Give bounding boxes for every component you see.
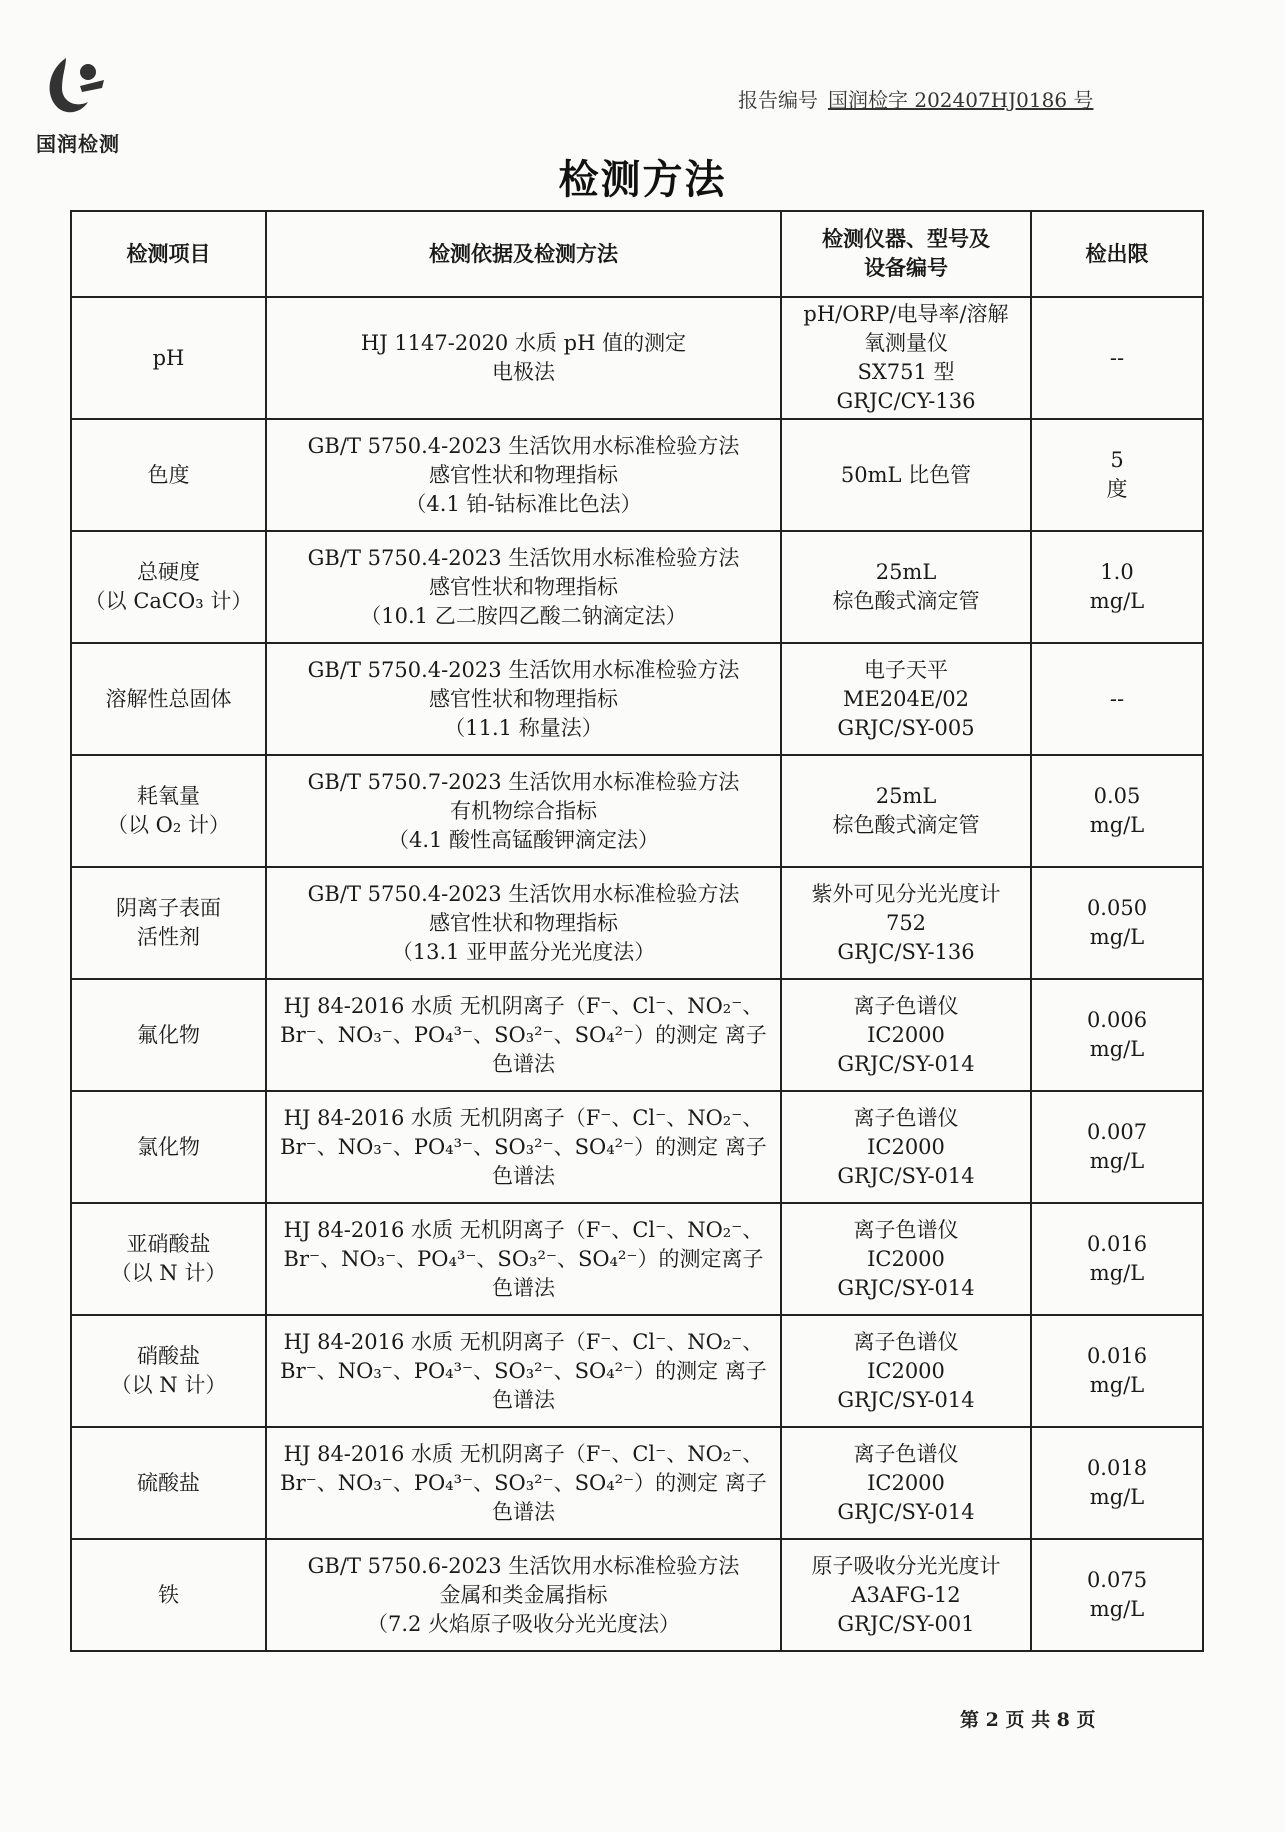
table-row: [71, 979, 1203, 1091]
table-row: [71, 867, 1203, 979]
methods-table: [70, 210, 1204, 1652]
table-row: [71, 419, 1203, 531]
cell-limit: --: [1031, 643, 1203, 755]
cell-method: HJ 84-2016 水质 无机阴离子（F⁻、Cl⁻、NO₂⁻、 Br⁻、NO₃⁻、PO₄³⁻、SO₃²⁻、SO₄²⁻）的测定 离子 色谱法: [266, 1427, 781, 1539]
cell-method: GB/T 5750.4-2023 生活饮用水标准检验方法 感官性状和物理指标 （4.1 铂-钴标准比色法）: [266, 419, 781, 531]
page-title: 检测方法: [558, 156, 727, 203]
cell-instrument: 25mL 棕色酸式滴定管: [781, 531, 1031, 643]
header-limit: 检出限: [1031, 211, 1203, 297]
cell-item: 阴离子表面 活性剂: [71, 867, 266, 979]
header-method: 检测依据及检测方法: [266, 211, 781, 297]
cell-limit: 0.050 mg/L: [1031, 867, 1203, 979]
cell-instrument: 原子吸收分光光度计 A3AFG-12 GRJC/SY-001: [781, 1539, 1031, 1651]
table-row: [71, 643, 1203, 755]
report-number: [738, 84, 1093, 113]
cell-limit: 0.016 mg/L: [1031, 1203, 1203, 1315]
cell-limit: 0.016 mg/L: [1031, 1315, 1203, 1427]
cell-method: GB/T 5750.4-2023 生活饮用水标准检验方法 感官性状和物理指标 （10.1 乙二胺四乙酸二钠滴定法）: [266, 531, 781, 643]
table-row: [71, 1203, 1203, 1315]
cell-item: 硝酸盐 （以 N 计）: [71, 1315, 266, 1427]
cell-item: 亚硝酸盐 （以 N 计）: [71, 1203, 266, 1315]
cell-limit: 0.05 mg/L: [1031, 755, 1203, 867]
cell-instrument: 25mL 棕色酸式滴定管: [781, 755, 1031, 867]
cell-limit: 0.007 mg/L: [1031, 1091, 1203, 1203]
table-header-row: [71, 211, 1203, 297]
cell-item: 色度: [71, 419, 266, 531]
table-row: [71, 1091, 1203, 1203]
cell-item: 氟化物: [71, 979, 266, 1091]
cell-instrument: 离子色谱仪 IC2000 GRJC/SY-014: [781, 1203, 1031, 1315]
cell-item: pH: [71, 297, 266, 419]
report-number-label: 报告编号: [738, 88, 818, 112]
cell-instrument: 电子天平 ME204E/02 GRJC/SY-005: [781, 643, 1031, 755]
table-row: [71, 1315, 1203, 1427]
cell-method: HJ 84-2016 水质 无机阴离子（F⁻、Cl⁻、NO₂⁻、 Br⁻、NO₃⁻、PO₄³⁻、SO₃²⁻、SO₄²⁻）的测定 离子 色谱法: [266, 979, 781, 1091]
cell-method: HJ 84-2016 水质 无机阴离子（F⁻、Cl⁻、NO₂⁻、 Br⁻、NO₃⁻、PO₄³⁻、SO₃²⁻、SO₄²⁻）的测定 离子 色谱法: [266, 1315, 781, 1427]
header-instrument: 检测仪器、型号及 设备编号: [781, 211, 1031, 297]
cell-method: GB/T 5750.4-2023 生活饮用水标准检验方法 感官性状和物理指标 （11.1 称量法）: [266, 643, 781, 755]
cell-item: 铁: [71, 1539, 266, 1651]
cell-item: 硫酸盐: [71, 1427, 266, 1539]
cell-limit: 0.006 mg/L: [1031, 979, 1203, 1091]
cell-method: GB/T 5750.6-2023 生活饮用水标准检验方法 金属和类金属指标 （7.2 火焰原子吸收分光光度法）: [266, 1539, 781, 1651]
cell-instrument: 离子色谱仪 IC2000 GRJC/SY-014: [781, 1427, 1031, 1539]
cell-item: 总硬度 （以 CaCO₃ 计）: [71, 531, 266, 643]
cell-instrument: pH/ORP/电导率/溶解 氧测量仪 SX751 型 GRJC/CY-136: [781, 297, 1031, 419]
table-row: [71, 755, 1203, 867]
cell-limit: 0.018 mg/L: [1031, 1427, 1203, 1539]
cell-instrument: 紫外可见分光光度计 752 GRJC/SY-136: [781, 867, 1031, 979]
cell-method: HJ 84-2016 水质 无机阴离子（F⁻、Cl⁻、NO₂⁻、 Br⁻、NO₃⁻、PO₄³⁻、SO₃²⁻、SO₄²⁻）的测定离子 色谱法: [266, 1203, 781, 1315]
page-number: 第 2 页 共 8 页: [960, 1709, 1096, 1731]
logo-text: 国润检测: [36, 132, 120, 156]
cell-method: GB/T 5750.7-2023 生活饮用水标准检验方法 有机物综合指标 （4.1 酸性高锰酸钾滴定法）: [266, 755, 781, 867]
table-row: [71, 531, 1203, 643]
cell-method: HJ 84-2016 水质 无机阴离子（F⁻、Cl⁻、NO₂⁻、 Br⁻、NO₃⁻、PO₄³⁻、SO₃²⁻、SO₄²⁻）的测定 离子 色谱法: [266, 1091, 781, 1203]
table-row: [71, 1539, 1203, 1651]
cell-limit: --: [1031, 297, 1203, 419]
cell-instrument: 离子色谱仪 IC2000 GRJC/SY-014: [781, 1315, 1031, 1427]
table-row: [71, 297, 1203, 419]
header-item: 检测项目: [71, 211, 266, 297]
cell-instrument: 50mL 比色管: [781, 419, 1031, 531]
cell-method: GB/T 5750.4-2023 生活饮用水标准检验方法 感官性状和物理指标 （13.1 亚甲蓝分光光度法）: [266, 867, 781, 979]
cell-instrument: 离子色谱仪 IC2000 GRJC/SY-014: [781, 1091, 1031, 1203]
cell-item: 溶解性总固体: [71, 643, 266, 755]
cell-limit: 5 度: [1031, 419, 1203, 531]
cell-item: 耗氧量 （以 O₂ 计）: [71, 755, 266, 867]
table-row: [71, 1427, 1203, 1539]
cell-limit: 0.075 mg/L: [1031, 1539, 1203, 1651]
cell-method: HJ 1147-2020 水质 pH 值的测定 电极法: [266, 297, 781, 419]
cell-item: 氯化物: [71, 1091, 266, 1203]
table-body: [71, 297, 1203, 1651]
cell-limit: 1.0 mg/L: [1031, 531, 1203, 643]
cell-instrument: 离子色谱仪 IC2000 GRJC/SY-014: [781, 979, 1031, 1091]
report-number-value: 国润检字 202407HJ0186 号: [828, 88, 1094, 112]
